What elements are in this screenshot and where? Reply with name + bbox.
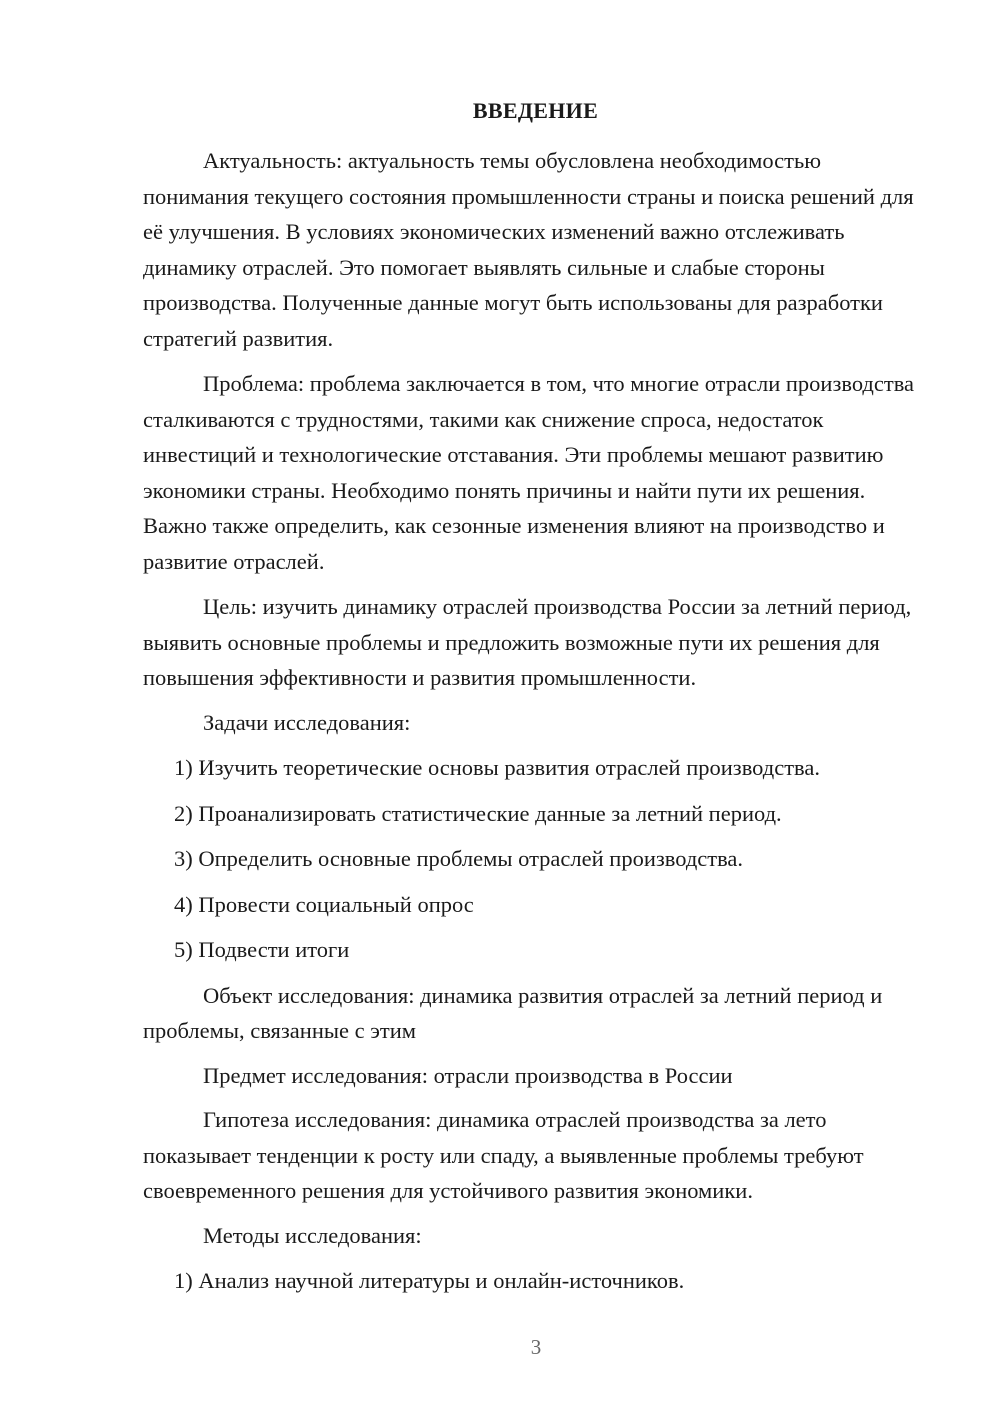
task-item: 2) Проанализировать статистические данные за летний период. — [174, 800, 782, 826]
hypothesis-paragraph: Гипотеза исследования: динамика отраслей производства за лето показывает тенденции к росту или спаду, а выявленные проблемы требуют своевременного решения для устойчивого развития экономики. — [143, 1107, 864, 1203]
tasks-heading: Задачи исследования: — [203, 709, 411, 735]
problem-paragraph: Проблема: проблема заключается в том, что многие отрасли производства сталкиваются с трудностями, такими как снижение спроса, недостаток инвестиций и технологические отставания. Эти проблемы мешают развитию экономики страны. Необходимо понять причины и найти пути их решения. Важно также определить, как сезонные изменения влияют на производство и развитие отраслей. — [143, 371, 915, 574]
task-item: 5) Подвести итоги — [174, 937, 350, 962]
methods-heading: Методы исследования: — [203, 1222, 422, 1248]
section-title: ВВЕДЕНИЕ — [472, 98, 599, 123]
subject-paragraph: Предмет исследования: отрасли производства в России — [203, 1062, 733, 1088]
page-number: 3 — [530, 1335, 542, 1359]
task-item: 1) Изучить теоретические основы развития отраслей производства. — [174, 755, 820, 780]
method-item: 1) Анализ научной литературы и онлайн-источников. — [174, 1268, 685, 1293]
goal-paragraph: Цель: изучить динамику отраслей производства России за летний период, выявить основные проблемы и предложить возможные пути их решения для повышения эффективности и развития промышленности. — [143, 594, 912, 690]
object-paragraph: Объект исследования: динамика развития отраслей за летний период и проблемы, связанные с этим — [143, 982, 883, 1043]
relevance-paragraph: Актуальность: актуальность темы обусловлена необходимостью понимания текущего состояния промышленности страны и поиска решений для её улучшения. В условиях экономических изменений важно отслеживать динамику отраслей. Это помогает выявлять сильные и слабые стороны производства. Полученные данные могут быть использованы для разработки стратегий развития. — [143, 148, 914, 351]
section-body — [143, 143, 928, 1299]
task-item: 4) Провести социальный опрос — [174, 891, 474, 917]
task-item: 3) Определить основные проблемы отраслей производства. — [174, 846, 744, 871]
